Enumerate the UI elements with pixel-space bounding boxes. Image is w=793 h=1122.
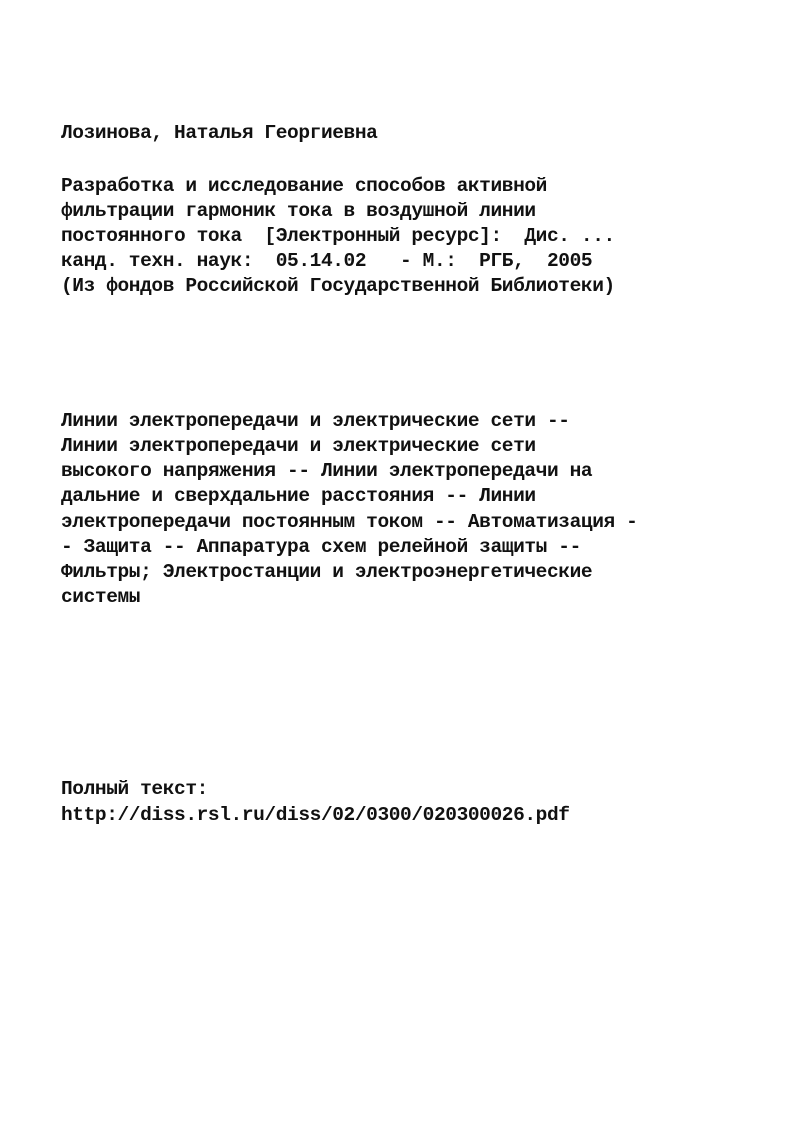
title-line: Разработка и исследование способов активной (61, 175, 547, 197)
author-name: Лозинова, Наталья Георгиевна (61, 122, 378, 144)
full-text-label: Полный текст: (61, 778, 208, 800)
title-line: фильтрации гармоник тока в воздушной линии (61, 200, 536, 222)
title-line: (Из фондов Российской Государственной Библиотеки) (61, 275, 615, 297)
subject-line: Фильтры; Электростанции и электроэнергетические (61, 561, 593, 583)
subject-line: электропередачи постоянным током -- Автоматизация - (61, 511, 638, 533)
subject-line: - Защита -- Аппаратура схем релейной защиты -- (61, 536, 581, 558)
subject-line: высокого напряжения -- Линии электропередачи на (61, 460, 593, 482)
subject-line: системы (61, 586, 141, 608)
title-line: постоянного тока [Электронный ресурс]: Дис. ... (61, 225, 615, 247)
subject-line: дальние и сверхдальние расстояния -- Линии (61, 485, 536, 507)
full-text-link[interactable]: http://diss.rsl.ru/diss/02/0300/020300026.pdf (61, 804, 570, 826)
title-line: канд. техн. наук: 05.14.02 - М.: РГБ, 2005 (61, 250, 593, 272)
subject-line: Линии электропередачи и электрические сети -- (61, 410, 570, 432)
subject-line: Линии электропередачи и электрические сети (61, 435, 536, 457)
